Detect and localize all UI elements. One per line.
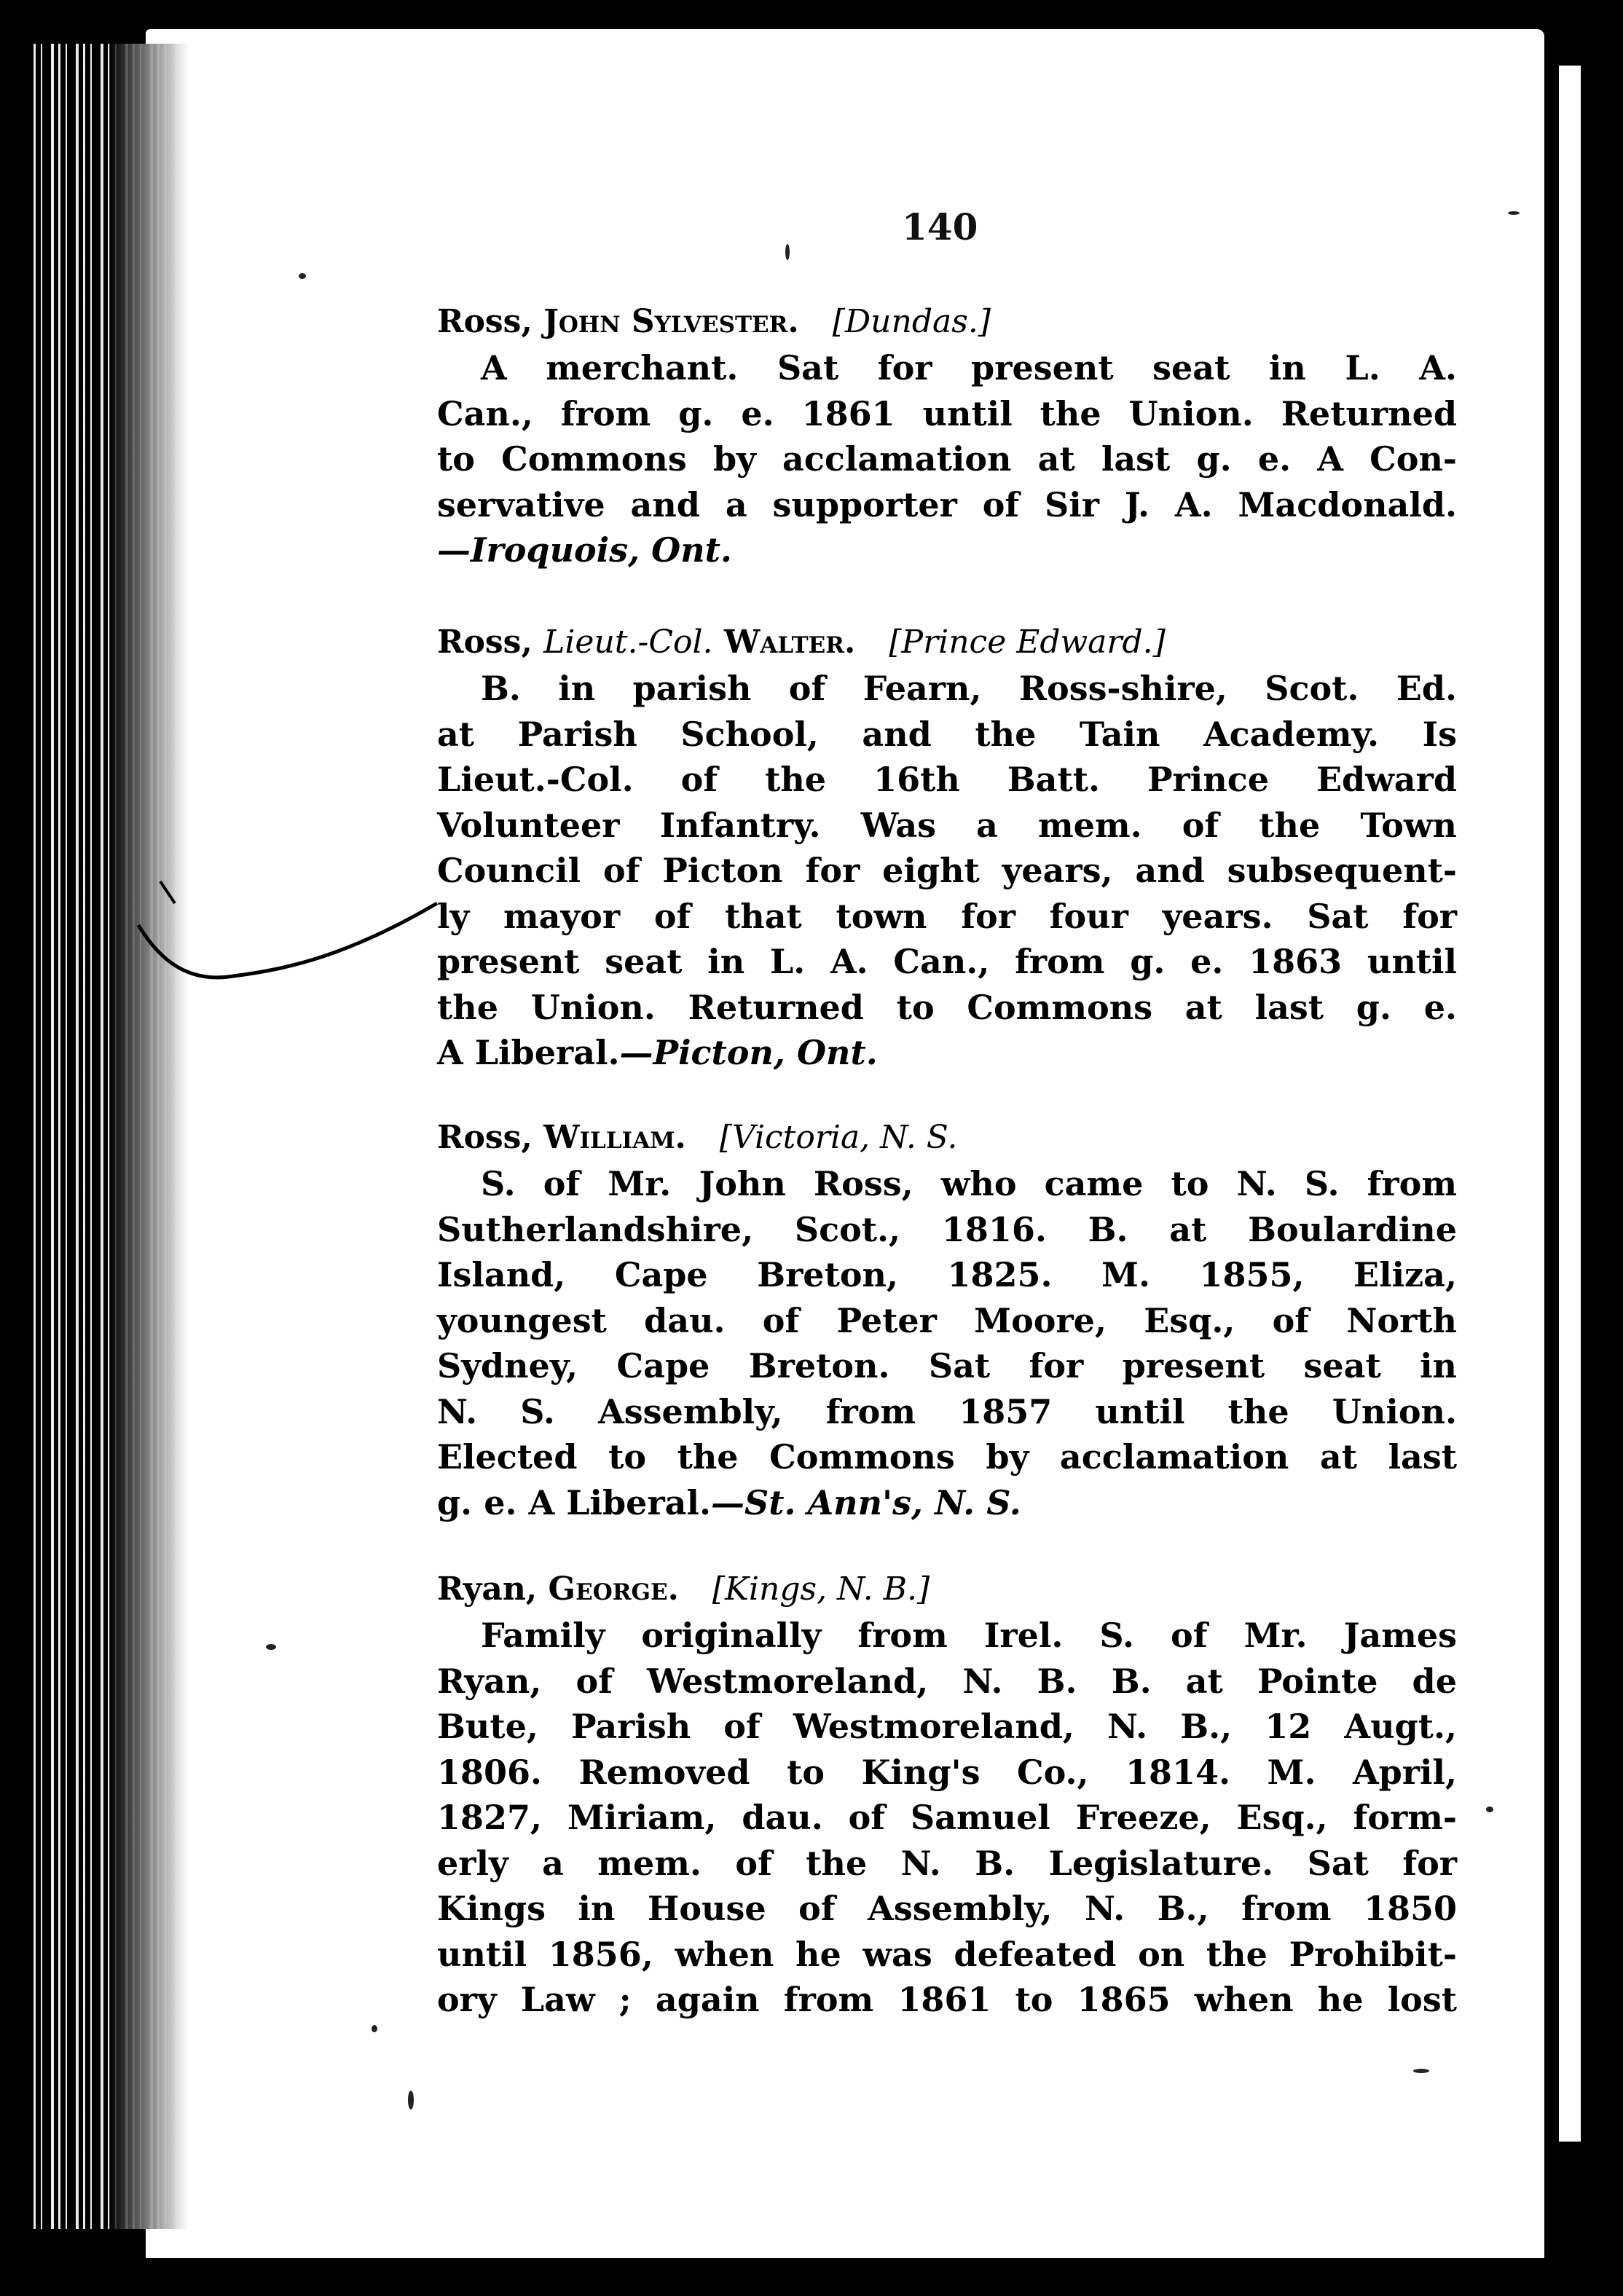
speck	[1413, 2069, 1429, 2073]
entry-line: N. S. Assembly, from 1857 until the Union.	[437, 1391, 1457, 1431]
entry-rank: Lieut.-Col.	[543, 624, 713, 661]
speck	[372, 2025, 377, 2032]
entry-constituency: [Victoria, N. S.	[719, 1119, 958, 1156]
entry-line: B. in parish of Fearn, Ross-shire, Scot. Ed.	[481, 669, 1457, 708]
entry-residence: —Iroquois, Ont.	[437, 530, 732, 570]
page-number: 140	[902, 205, 978, 248]
entry-heading	[437, 1566, 1457, 1613]
entry-line: ly mayor of that town for four years. Sat for	[437, 896, 1457, 936]
entry-line: Family originally from Irel. S. of Mr. James	[481, 1616, 1457, 1655]
speck	[785, 244, 790, 260]
entry-surname: Ryan,	[437, 1570, 538, 1608]
speck	[266, 1644, 276, 1650]
entry-line: Ryan, of Westmoreland, N. B. B. at Pointe de	[437, 1661, 1457, 1701]
entry-line: Sutherlandshire, Scot., 1816. B. at Boulardine	[437, 1209, 1457, 1249]
speck	[1508, 211, 1520, 215]
entry-line: the Union. Returned to Commons at last g. e.	[437, 987, 1457, 1027]
entry-line: Elected to the Commons by acclamation at last	[437, 1437, 1457, 1477]
entry-constituency: [Prince Edward.]	[889, 624, 1166, 661]
entry-line: A merchant. Sat for present seat in L. A.	[481, 348, 1457, 388]
entry-constituency: [Dundas.]	[832, 303, 991, 340]
entry-given-name: George.	[548, 1570, 679, 1608]
speck	[1486, 1806, 1493, 1812]
entry-heading	[437, 619, 1457, 666]
entry-heading	[437, 1114, 1457, 1161]
entry-line: Volunteer Infantry. Was a mem. of the Town	[437, 805, 1457, 845]
entry-line: 1806. Removed to King's Co., 1814. M. April,	[437, 1752, 1457, 1792]
biography-entry	[437, 1566, 1457, 2023]
entry-body	[437, 1613, 1457, 2023]
entry-party: A Liberal.	[437, 1033, 620, 1072]
entry-constituency: [Kings, N. B.]	[712, 1570, 930, 1608]
entry-line: ory Law ; again from 1861 to 1865 when he lost	[437, 1980, 1457, 2019]
entry-line: Island, Cape Breton, 1825. M. 1855, Eliza,	[437, 1255, 1457, 1294]
entry-body	[437, 1161, 1457, 1525]
entry-line: at Parish School, and the Tain Academy. Is	[437, 714, 1457, 754]
entry-line: Kings in House of Assembly, N. B., from 1850	[437, 1889, 1457, 1928]
speck	[299, 273, 306, 279]
entry-line: 1827, Miriam, dau. of Samuel Freeze, Esq., form-	[437, 1798, 1457, 1837]
entry-surname: Ross,	[437, 1119, 533, 1156]
entry-line: Can., from g. e. 1861 until the Union. Returned	[437, 393, 1457, 433]
entry-line	[437, 1480, 1457, 1526]
entry-given-name: William.	[543, 1119, 686, 1156]
entry-line: until 1856, when he was defeated on the Prohibit-	[437, 1934, 1457, 1974]
binding-shadow	[109, 44, 189, 2229]
entry-line: erly a mem. of the N. B. Legislature. Sat for	[437, 1843, 1457, 1883]
entry-line: S. of Mr. John Ross, who came to N. S. from	[481, 1164, 1457, 1203]
entry-line: present seat in L. A. Can., from g. e. 1863 until	[437, 942, 1457, 981]
entry-line: Bute, Parish of Westmoreland, N. B., 12 Augt.,	[437, 1707, 1457, 1746]
entry-body	[437, 345, 1457, 573]
entry-line: youngest dau. of Peter Moore, Esq., of North	[437, 1300, 1457, 1340]
entry-surname: Ross,	[437, 624, 533, 661]
entry-residence: —St. Ann's, N. S.	[710, 1482, 1021, 1522]
entry-residence: —Picton, Ont.	[619, 1033, 878, 1072]
entry-line: to Commons by acclamation at last g. e. A Con-	[437, 439, 1457, 479]
entry-body	[437, 666, 1457, 1076]
biography-entry	[437, 299, 1457, 573]
pen-mark-icon	[131, 860, 466, 1005]
speck	[408, 2091, 414, 2110]
entry-given-name: Walter.	[723, 624, 856, 661]
biography-entry	[437, 619, 1457, 1076]
biography-entry	[437, 1114, 1457, 1525]
entry-surname: Ross,	[437, 303, 533, 340]
entry-party: g. e. A Liberal.	[437, 1482, 711, 1522]
entry-line: Council of Picton for eight years, and subsequent-	[437, 851, 1457, 890]
right-page-edge	[1544, 0, 1623, 2296]
entry-given-name: John Sylvester.	[543, 303, 799, 340]
entry-line: servative and a supporter of Sir J. A. Macdonald.	[437, 484, 1457, 524]
next-page-sliver	[1559, 66, 1581, 2142]
entry-heading	[437, 299, 1457, 345]
entry-line	[437, 1030, 1457, 1076]
entry-line: Sydney, Cape Breton. Sat for present seat in	[437, 1346, 1457, 1385]
entry-line: Lieut.-Col. of the 16th Batt. Prince Edward	[437, 760, 1457, 799]
